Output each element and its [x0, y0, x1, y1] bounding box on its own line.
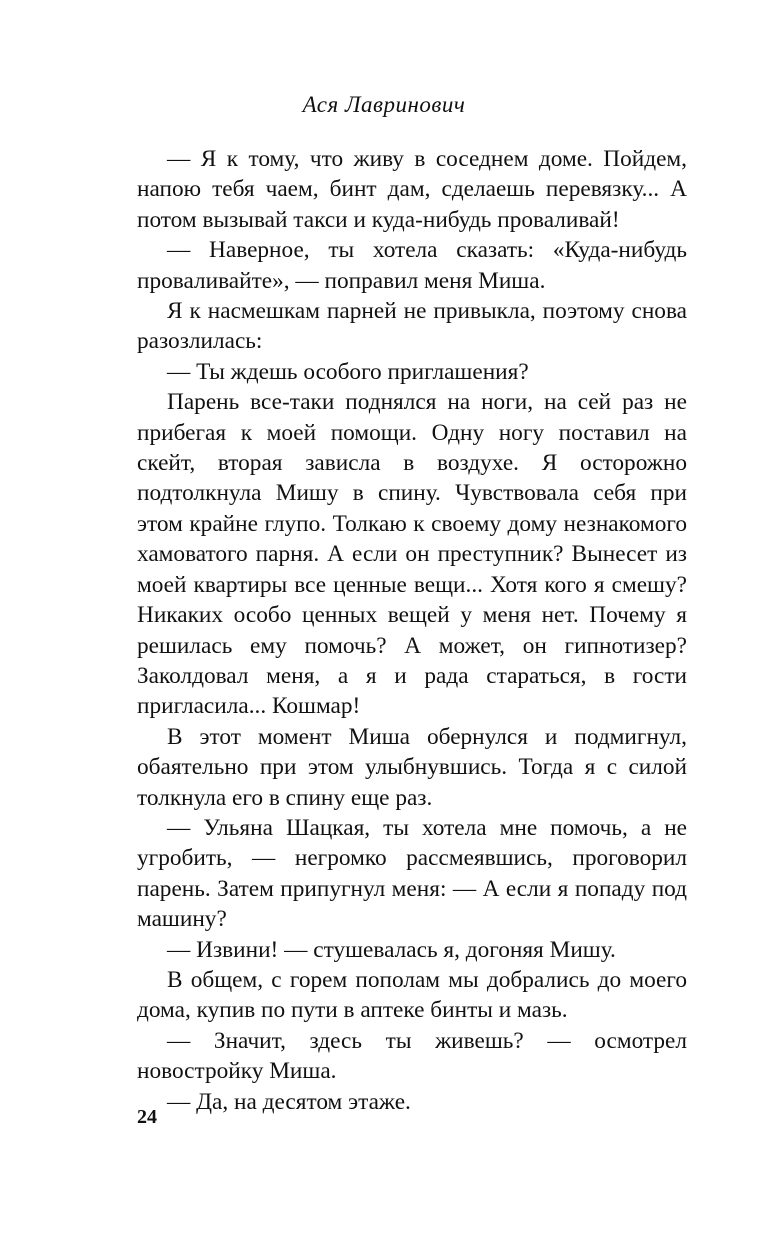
paragraph: — Наверное, ты хотела сказать: «Куда-нибудь проваливайте», — поправил меня Миша. — [137, 237, 687, 294]
paragraph: — Извини! — стушевалась я, догоняя Мишу. — [167, 936, 616, 963]
page-number: 24 — [137, 1106, 157, 1128]
paragraph: В этот момент Миша обернулся и подмигнул, обаятельно при этом улыбнувшись. Тогда я с силой толкнула его в спину еще раз. — [137, 723, 687, 811]
paragraph: — Да, на десятом этаже. — [167, 1088, 411, 1115]
paragraph: — Ты ждешь особого приглашения? — [167, 358, 529, 385]
paragraph: Я к насмешкам парней не привыкла, поэтому снова разозлилась: — [137, 298, 687, 355]
paragraph: В общем, с горем пополам мы добрались до моего дома, купив по пути в аптеке бинты и мазь. — [137, 966, 687, 1024]
paragraph: — Я к тому, что живу в соседнем доме. Пойдем, напою тебя чаем, бинт дам, сделаешь перевязку... А потом вызывай такси и куда-нибудь проваливай! — [137, 146, 687, 233]
body-text — [137, 144, 687, 1117]
paragraph: — Значит, здесь ты живешь? — осмотрел новостройку Миша. — [137, 1027, 687, 1085]
paragraph: Парень все-таки поднялся на ноги, на сей раз не прибегая к моей помощи. Одну ногу поставил на скейт, вторая зависла в воздухе. Я осторожно подтолкнула Мишу в спину. Чувствовала себя при этом крайне глупо. Толкаю к своему дому незнакомого хамоватого парня. А если он преступник? Вынесет из моей квартиры все ценные вещи... Хотя кого я смешу? Никаких особо ценных вещей у меня нет. Почему я решилась ему помочь? А может, он гипнотизер? Заколдовал меня, а я и рада стараться, в гости пригласила... Кошмар! — [137, 389, 687, 720]
running-head-author: Ася Лавринович — [302, 92, 466, 117]
paragraph: — Ульяна Шацкая, ты хотела мне помочь, а не угробить, — негромко рассмеявшись, проговорил парень. Затем припугнул меня: — А если я попаду под машину? — [137, 814, 687, 933]
